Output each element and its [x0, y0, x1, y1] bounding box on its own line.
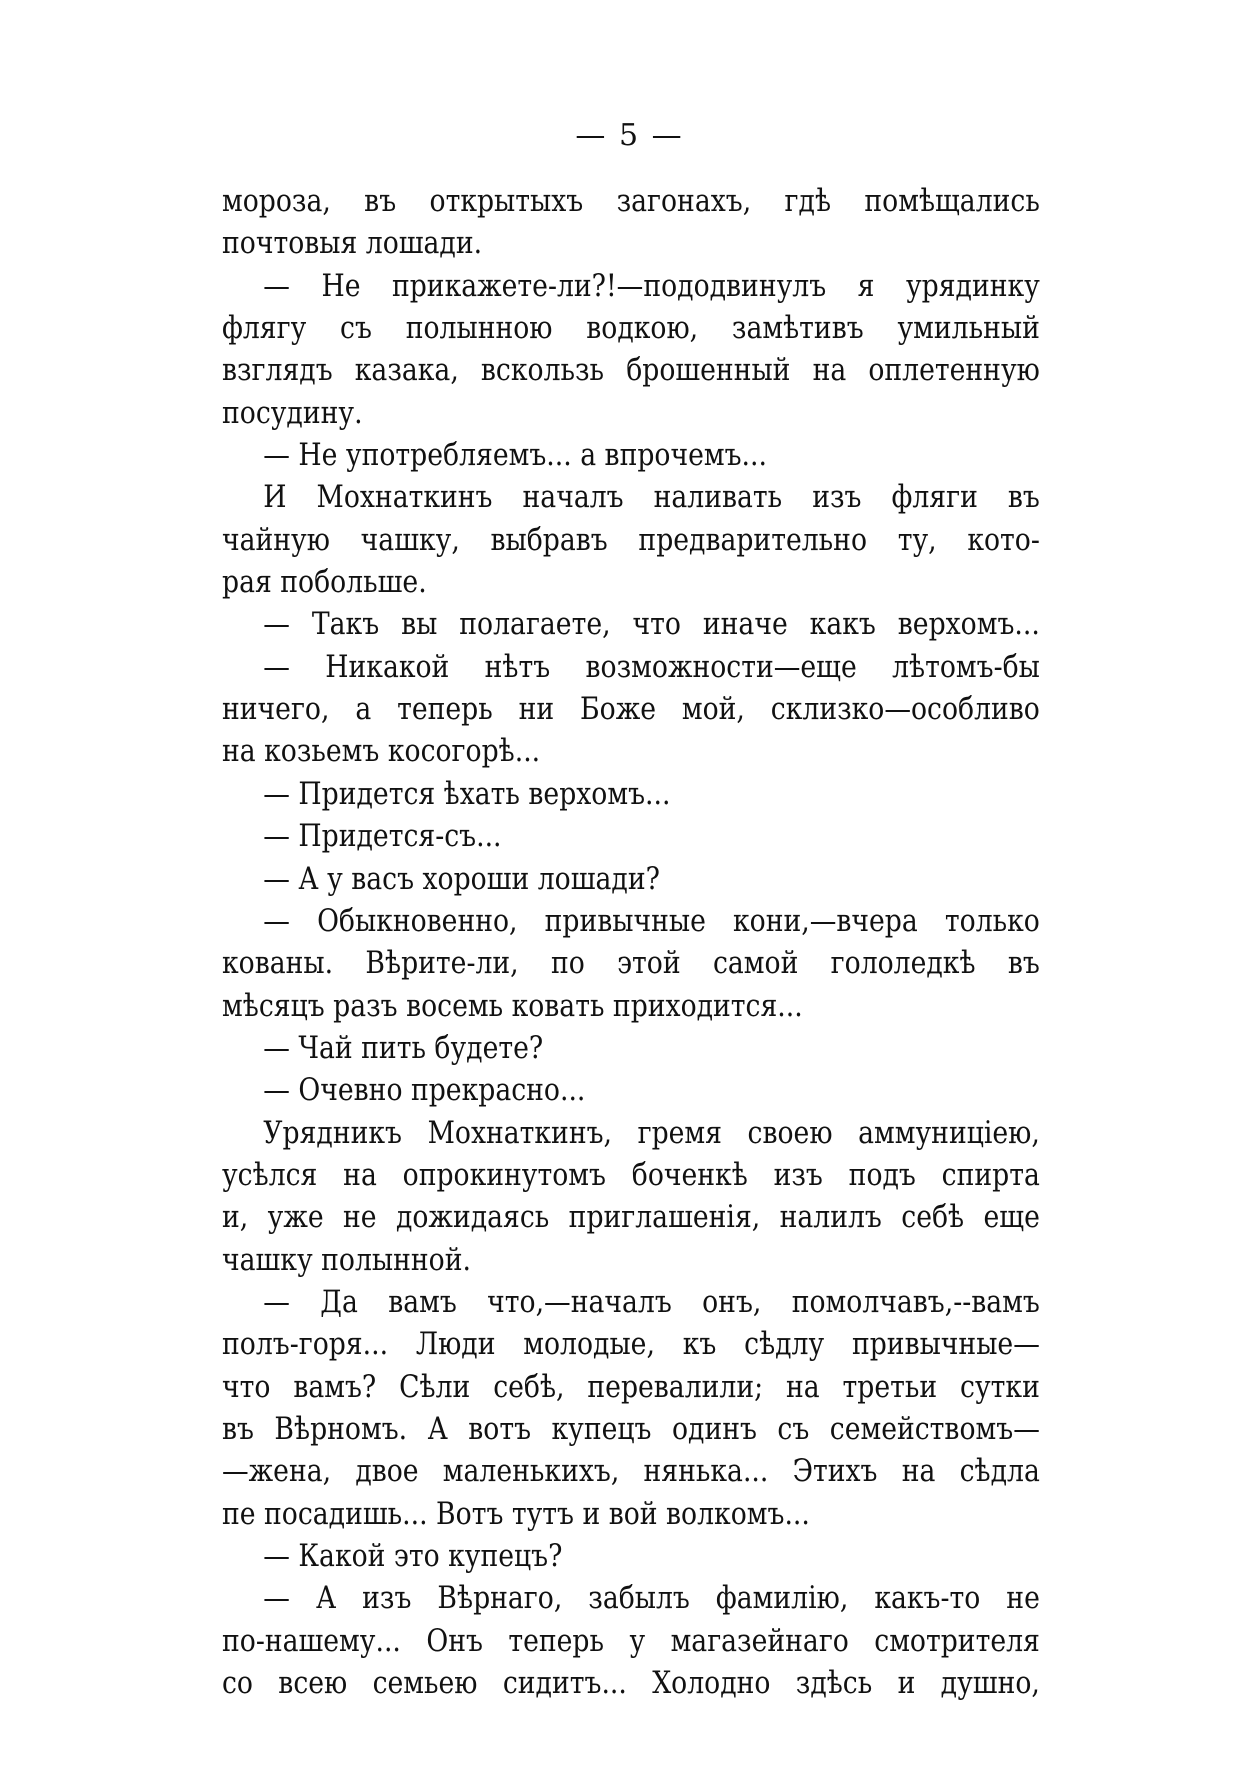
text-line: усѣлся на опрокинутомъ боченкѣ изъ подъ спирта	[222, 1156, 1040, 1193]
text-line: въ Вѣрномъ. А вотъ купецъ одинъ съ семействомъ—	[222, 1410, 1040, 1447]
text-line: — Такъ вы полагаете, что иначе какъ верхомъ...	[263, 606, 1040, 643]
text-line: пе посадишь... Вотъ тутъ и вой волкомъ...	[222, 1495, 810, 1532]
text-line: кованы. Вѣрите-ли, по этой самой гололедкѣ въ	[222, 945, 1040, 982]
text-line: почтовыя лошади.	[222, 225, 483, 262]
text-line: И Мохнаткинъ началъ наливать изъ фляги въ	[263, 479, 1040, 516]
text-line: посудину.	[222, 394, 363, 431]
text-line: что вамъ? Сѣли себѣ, перевалили; на третьи сутки	[222, 1368, 1040, 1405]
text-line: мороза, въ открытыхъ загонахъ, гдѣ помѣщались	[222, 183, 1040, 219]
text-line: — А изъ Вѣрнаго, забылъ фамилiю, какъ-то не	[263, 1580, 1040, 1617]
text-line: — Никакой нѣтъ возможности—еще лѣтомъ-бы	[263, 648, 1040, 685]
text-line: — Не прикажете-ли?!—пододвинулъ я урядинку	[263, 267, 1040, 304]
text-line: Урядникъ Мохнаткинъ, гремя своею аммуницiею,	[263, 1114, 1040, 1151]
text-line: — Не употребляемъ... а впрочемъ...	[263, 437, 767, 474]
text-line: на козьемъ косогорѣ...	[222, 733, 541, 770]
text-line: —жена, двое маленькихъ, нянька... Этихъ на сѣдла	[222, 1453, 1040, 1490]
text-line: чашку полынной.	[222, 1241, 471, 1278]
text-line: — Обыкновенно, привычные кони,—вчера только	[263, 902, 1040, 939]
text-line: флягу съ полынною водкою, замѣтивъ умильный	[222, 310, 1040, 347]
text-line: по-нашему... Онъ теперь у магазейнаго смотрителя	[222, 1622, 1040, 1659]
text-line: — Чай пить будете?	[263, 1029, 544, 1066]
text-line: — Придется ѣхать верхомъ...	[263, 775, 671, 812]
text-line: со всею семьею сидитъ... Холодно здѣсь и душно,	[222, 1665, 1040, 1702]
body-text	[222, 180, 1040, 1704]
text-line: — Какой это купецъ?	[263, 1538, 563, 1574]
text-line: мѣсяцъ разъ восемь ковать приходится...	[222, 987, 803, 1024]
text-line: — Придется-съ...	[263, 818, 502, 855]
page-number: — 5 —	[575, 118, 684, 153]
text-line: чайную чашку, выбравъ предварительно ту, кото-	[222, 521, 1040, 558]
text-line: полъ-горя... Люди молодые, къ сѣдлу привычные—	[222, 1326, 1040, 1363]
text-line: рая побольше.	[222, 564, 427, 601]
text-line: и, уже не дожидаясь приглашенiя, налилъ себѣ еще	[222, 1199, 1040, 1236]
text-line: — Очевно прекрасно...	[263, 1072, 586, 1109]
text-line: взглядъ казака, вскользь брошенный на оплетенную	[222, 352, 1040, 389]
text-line: — А у васъ хороши лошади?	[263, 860, 660, 897]
text-line: ничего, а теперь ни Боже мой, склизко—особливо	[222, 691, 1040, 728]
text-line: — Да вамъ что,—началъ онъ, помолчавъ,--вамъ	[263, 1283, 1040, 1320]
